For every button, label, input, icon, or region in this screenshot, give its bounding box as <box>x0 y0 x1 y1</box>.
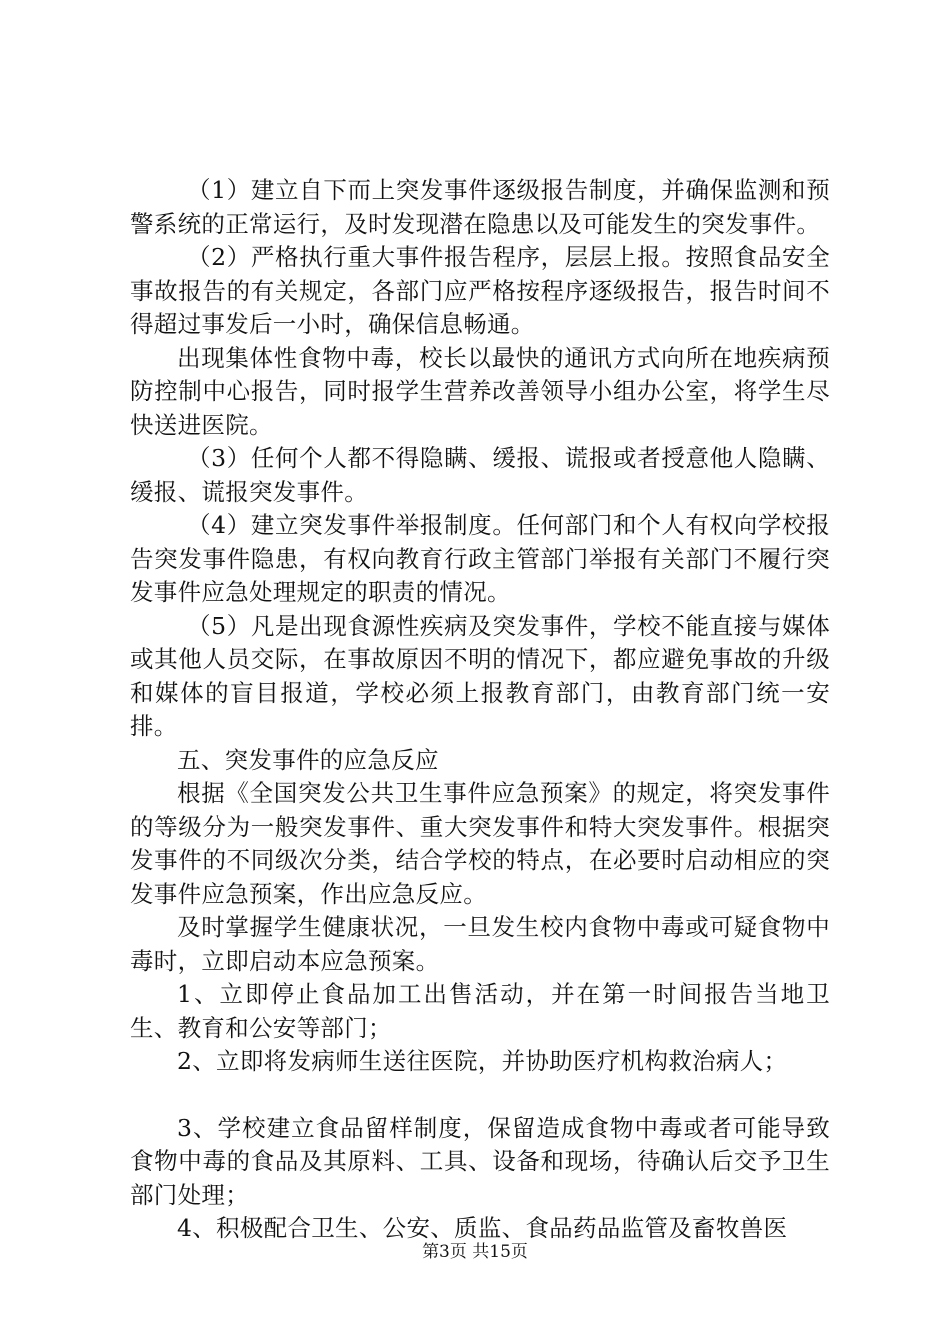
paragraph-3: 出现集体性食物中毒，校长以最快的通讯方式向所在地疾病预防控制中心报告，同时报学生营养改善领导小组办公室，将学生尽快送进医院。 <box>130 343 830 439</box>
paragraph-6: （5）凡是出现食源性疾病及突发事件，学校不能直接与媒体或其他人员交际，在事故原因不明的情况下，都应避免事故的升级和媒体的盲目报道，学校必须上报教育部门，由教育部门统一安排。 <box>130 611 830 740</box>
blank-line <box>130 1079 830 1112</box>
list-item-2: 2、立即将发病师生送往医院，并协助医疗机构救治病人； <box>177 1047 788 1075</box>
paragraph-5: （4）建立突发事件举报制度。任何部门和个人有权向学校报告突发事件隐患，有权向教育行政主管部门举报有关部门不履行突发事件应急处理规定的职责的情况。 <box>130 511 830 606</box>
paragraph-1: （1）建立自下而上突发事件逐级报告制度，并确保监测和预警系统的正常运行，及时发现潜在隐患以及可能发生的突发事件。 <box>130 176 830 238</box>
page-number-footer: 第3页 共15页 <box>422 1242 528 1262</box>
document-body <box>130 174 830 1246</box>
paragraph-4: （3）任何个人都不得隐瞒、缓报、谎报或者授意他人隐瞒、缓报、谎报突发事件。 <box>130 444 830 506</box>
paragraph-2: （2）严格执行重大事件报告程序，层层上报。按照食品安全事故报告的有关规定，各部门应严格按程序逐级报告，报告时间不得超过事发后一小时，确保信息畅通。 <box>130 243 830 338</box>
paragraph-8: 及时掌握学生健康状况，一旦发生校内食物中毒或可疑食物中毒时，立即启动本应急预案。 <box>130 913 830 975</box>
list-item-4: 4、积极配合卫生、公安、质监、食品药品监管及畜牧兽医 <box>177 1214 788 1242</box>
paragraph-7: 根据《全国突发公共卫生事件应急预案》的规定，将突发事件的等级分为一般突发事件、重大突发事件和特大突发事件。根据突发事件的不同级次分类，结合学校的特点，在必要时启动相应的突发事件应急预案，作出应急反应。 <box>130 779 830 908</box>
list-item-3: 3、学校建立食品留样制度，保留造成食物中毒或者可能导致食物中毒的食品及其原料、工具、设备和现场，待确认后交予卫生部门处理； <box>130 1113 830 1209</box>
list-item-1: 1、立即停止食品加工出售活动，并在第一时间报告当地卫生、教育和公安等部门； <box>130 980 830 1042</box>
section-heading: 五、突发事件的应急反应 <box>177 745 439 774</box>
